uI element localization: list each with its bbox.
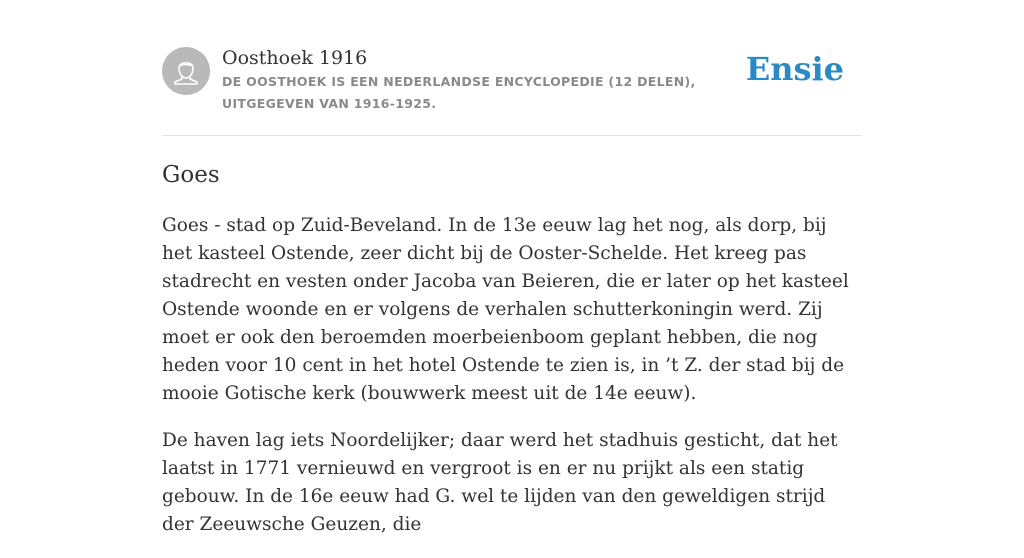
source-title[interactable]: Oosthoek 1916 bbox=[222, 47, 368, 69]
user-silhouette-icon bbox=[162, 47, 210, 95]
source-header bbox=[162, 46, 862, 136]
source-description: DE OOSTHOEK IS EEN NEDERLANDSE ENCYCLOPEDIE (12 DELEN), UITGEGEVEN VAN 1916-1925. bbox=[222, 74, 696, 111]
source-avatar[interactable] bbox=[162, 47, 210, 95]
article-title: Goes bbox=[162, 162, 220, 188]
article-paragraph: Goes - stad op Zuid-Beveland. In de 13e eeuw lag het nog, als dorp, bij het kasteel Ostende, zeer dicht bij de Ooster-Schelde. Het kreeg pas stadrecht en vesten onder Jacoba van Beieren, die er later op het kasteel Ostende woonde en er volgens de verhalen schutterkoningin werd. Zij moet er ook den beroemden moerbeienboom geplant hebben, die nog heden voor 10 cent in het hotel Ostende te zien is, in ’t Z. der stad bij de mooie Gotische kerk (bouwwerk meest uit de 14e eeuw). bbox=[162, 215, 849, 404]
header-divider bbox=[162, 135, 862, 136]
article-body bbox=[162, 212, 862, 558]
ensie-logo[interactable]: Ensie bbox=[745, 50, 844, 88]
article-paragraph: De haven lag iets Noordelijker; daar werd het stadhuis gesticht, dat het laatst in 1771 vernieuwd en vergroot is en er nu prijkt als een statig gebouw. In de 16e eeuw had G. wel te lijden van den geweldigen strijd der Zeeuwsche Geuzen, die bbox=[162, 430, 838, 535]
